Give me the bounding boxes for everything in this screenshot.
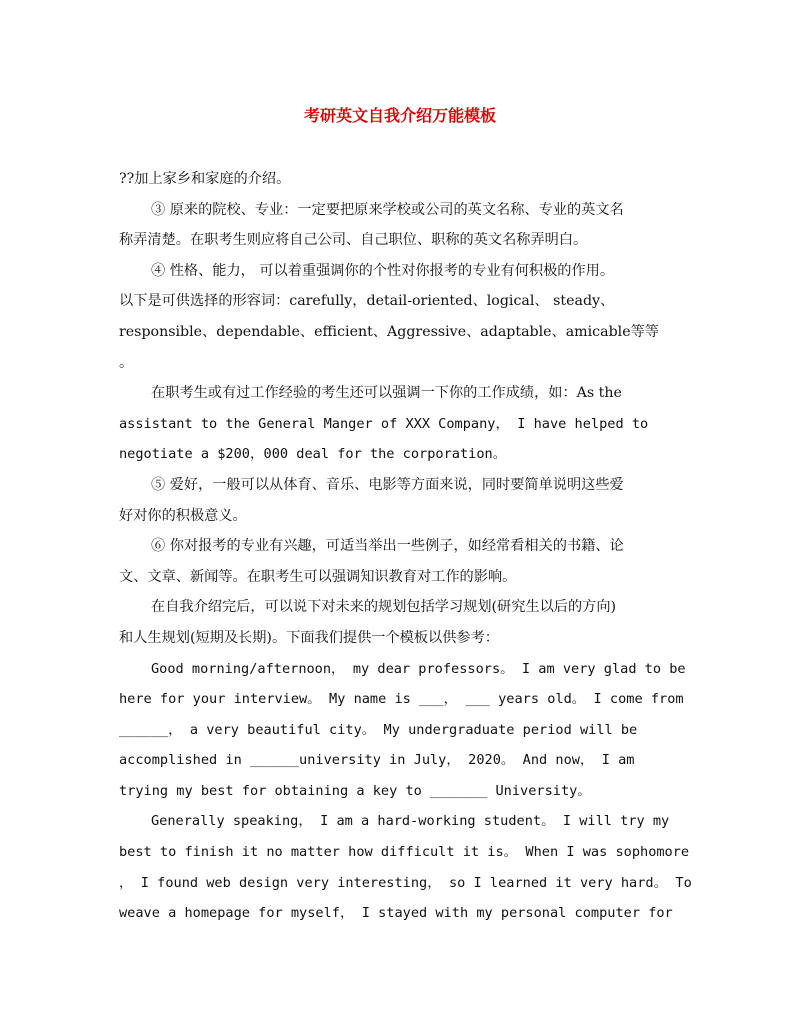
text-line: 称弄清楚。在职考生则应将自己公司、自己职位、职称的英文名称弄明白。 <box>119 232 588 249</box>
text-line: assistant to the General Manger of XXX Company， I have helped to <box>119 415 649 432</box>
text-line: responsible、dependable、efficient、Aggressive、adaptable、amicable等等 <box>119 323 659 340</box>
text-line: 好对你的积极意义。 <box>119 507 247 524</box>
text-line: ??加上家乡和家庭的介绍。 <box>119 171 291 187</box>
text-line: ③ 原来的院校、专业：一定要把原来学校或公司的英文名称、专业的英文名 <box>151 201 624 218</box>
text-line: 。 <box>119 354 134 371</box>
text-line: ______， a very beautiful city。 My undergraduate period will be <box>119 721 638 738</box>
text-line: ⑥ 你对报考的专业有兴趣，可适当举出一些例子，如经常看相关的书籍、论 <box>151 538 624 555</box>
text-line: 以下是可供选择的形容词：carefully，detail-oriented、logical、 steady、 <box>119 293 615 310</box>
text-line: negotiate a $200，000 deal for the corporation。 <box>119 446 507 463</box>
text-line: ④ 性格、能力， 可以着重强调你的个性对你报考的专业有何积极的作用。 <box>151 262 615 279</box>
text-line: 文、文章、新闻等。在职考生可以强调知识教育对工作的影响。 <box>119 568 517 585</box>
text-line: weave a homepage for myself， I stayed with my personal computer for <box>119 905 673 922</box>
text-line: ⑤ 爱好，一般可以从体育、音乐、电影等方面来说，同时要简单说明这些爱 <box>151 476 624 493</box>
text-line: 和人生规划(短期及长期)。下面我们提供一个模板以供参考： <box>119 629 499 646</box>
text-line: here for your interview。 My name is ___， ___ years old。 I come from <box>119 691 684 708</box>
text-line: 在自我介绍完后，可以说下对未来的规划包括学习规划(研究生以后的方向) <box>151 599 617 616</box>
text-line: best to finish it no matter how difficult it is。 When I was sophomore <box>119 844 690 861</box>
text-line: Generally speaking， I am a hard-working student。 I will try my <box>151 813 670 830</box>
text-line: trying my best for obtaining a key to _______ University。 <box>119 782 591 799</box>
text-line: accomplished in ______university in July， 2020。 And now， I am <box>119 752 635 769</box>
text-line: 在职考生或有过工作经验的考生还可以强调一下你的工作成绩，如：As the <box>151 385 622 402</box>
text-line: Good morning/afternoon， my dear professors。 I am very glad to be <box>151 660 686 677</box>
document-title: 考研英文自我介绍万能模板 <box>303 106 496 125</box>
document-body <box>119 164 692 929</box>
text-line: ， I found web design very interesting， so I learned it very hard。 To <box>119 874 692 891</box>
